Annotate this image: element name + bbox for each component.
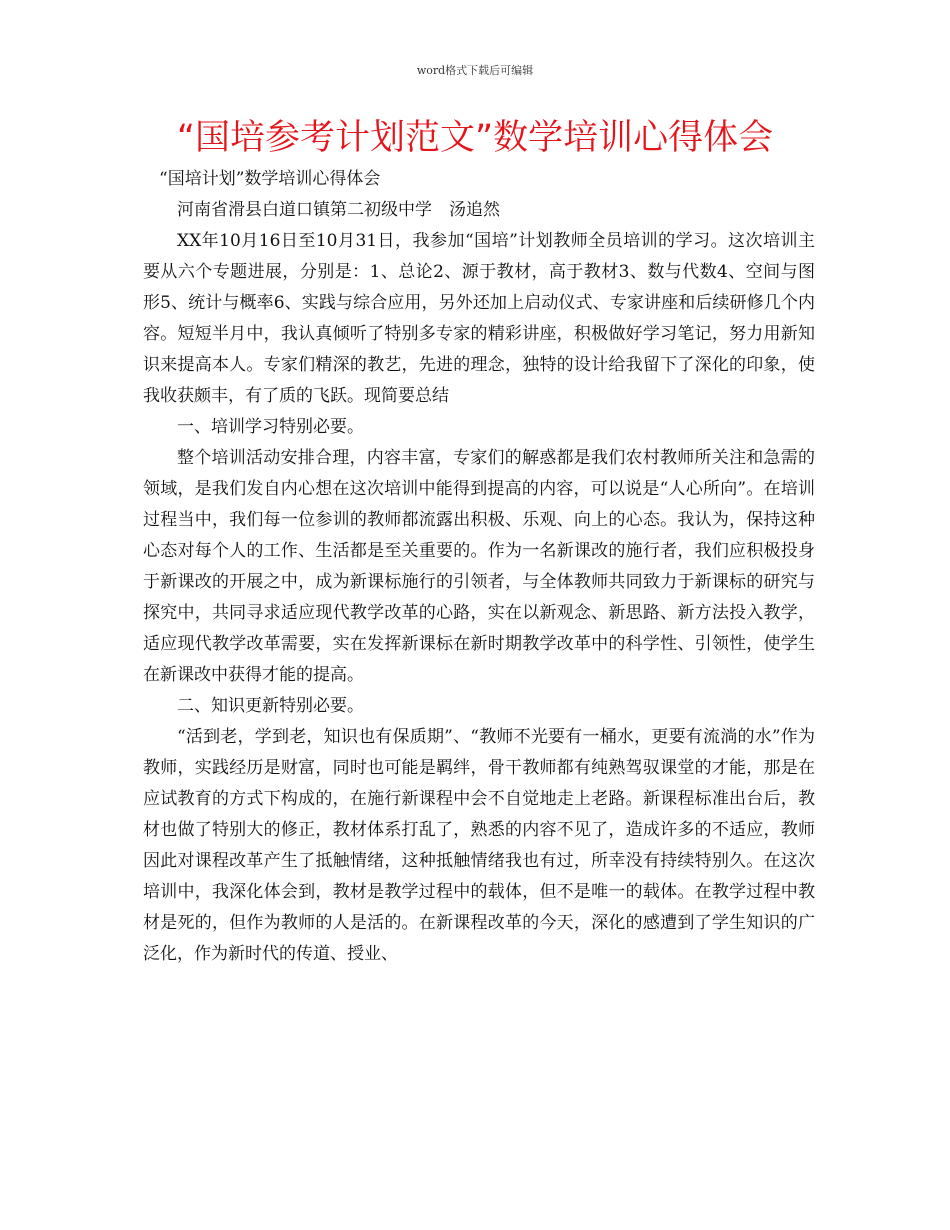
section-heading: 一、培训学习特别必要。 [177, 417, 364, 437]
body-paragraph: XX年10月16日至10月31日，我参加“国培”计划教师全员培训的学习。这次培训主要从六个专题进展，分别是：1、总论2、源于教材，高于教材3、数与代数4、空间与图形5、统计与概率6、实践与综合应用，另外还加上启动仪式、专家讲座和后续研修几个内容。短短半月中，我认真倾听了特别多专家的精彩讲座，积极做好学习笔记，努力用新知识来提高本人。专家们精深的教艺，先进的理念，独特的设计给我留下了深化的印象，使我收获颇丰，有了质的飞跃。现简要总结 [143, 231, 815, 406]
subtitle-paragraph: “国培计划”数学培训心得体会 [159, 169, 381, 189]
section-heading: 二、知识更新特别必要。 [177, 696, 364, 716]
document-body [143, 164, 815, 970]
body-paragraph: 整个培训活动安排合理，内容丰富，专家们的解惑都是我们农村教师所关注和急需的领域，是我们发自内心想在这次培训中能得到提高的内容，可以说是“人心所向”。在培训过程当中，我们每一位参训的教师都流露出积极、乐观、向上的心态。我认为，保持这种心态对每个人的工作、生活都是至关重要的。作为一名新课改的施行者，我们应积极投身于新课改的开展之中，成为新课标施行的引领者，与全体教师共同致力于新课标的研究与探究中，共同寻求适应现代教学改革的心路，实在以新观念、新思路、新方法投入教学，适应现代教学改革需要，实在发挥新课标在新时期教学改革中的科学性、引领性，使学生在新课改中获得才能的提高。 [143, 448, 815, 685]
document-title: “国培参考计划范文”数学培训心得体会 [176, 118, 774, 158]
header-note: word格式下载后可编辑 [416, 64, 534, 77]
author-line: 河南省滑县白道口镇第二初级中学 汤追然 [177, 200, 500, 220]
body-paragraph: “活到老，学到老，知识也有保质期”、“教师不光要有一桶水，更要有流淌的水”作为教师，实践经历是财富，同时也可能是羁绊，骨干教师都有纯熟驾驭课堂的才能，那是在应试教育的方式下构成的，在施行新课程中会不自觉地走上老路。新课程标准出台后，教材也做了特别大的修正，教材体系打乱了，熟悉的内容不见了，造成许多的不适应，教师因此对课程改革产生了抵触情绪，这种抵触情绪我也有过，所幸没有持续特别久。在这次培训中，我深化体会到，教材是教学过程中的载体，但不是唯一的载体。在教学过程中教材是死的，但作为教师的人是活的。在新课程改革的今天，深化的感遭到了学生知识的广泛化，作为新时代的传道、授业、 [143, 727, 815, 964]
